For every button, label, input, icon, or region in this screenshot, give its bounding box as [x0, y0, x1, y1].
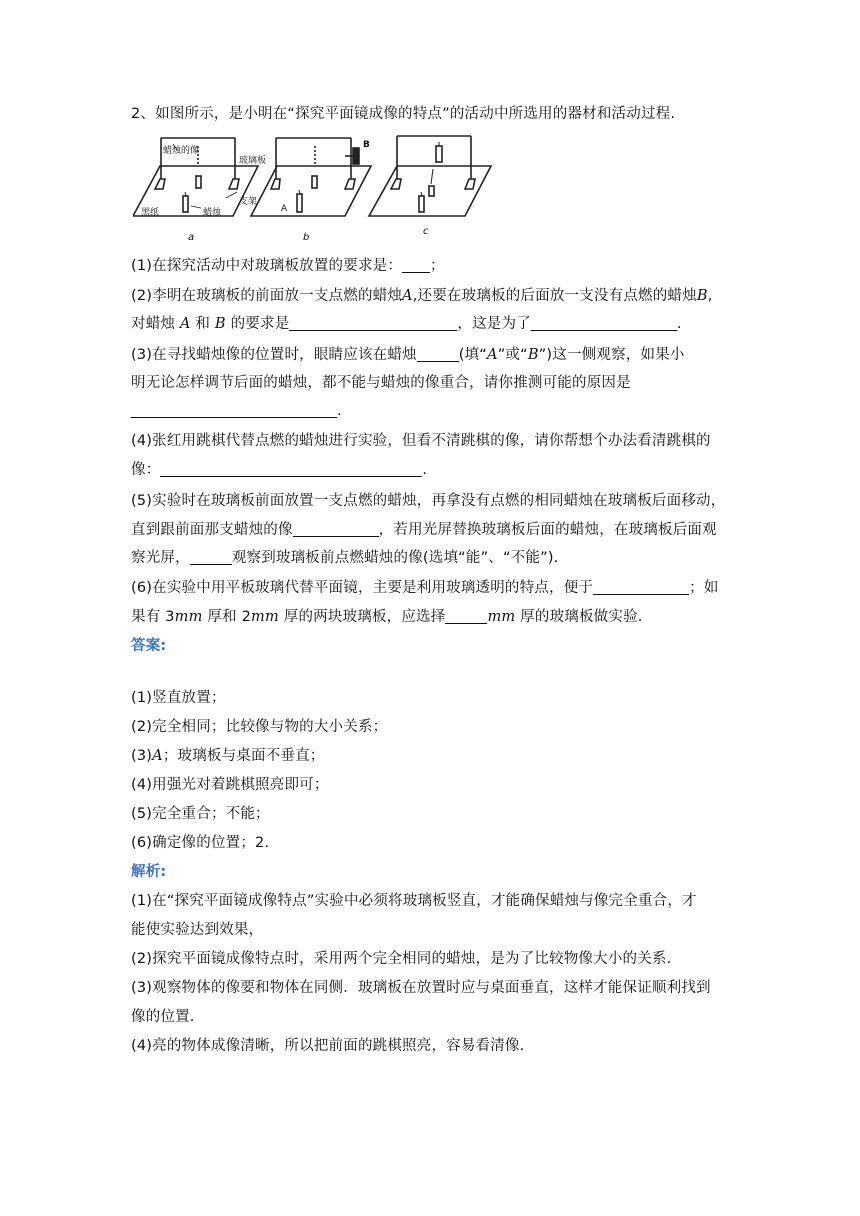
question-5-line-3: 察光屏， 观察到玻璃板前点燃蜡烛的像(选填“能”、“不能”). [131, 550, 559, 566]
blank-q5-can [190, 548, 232, 565]
glass-plate-label: 玻璃板 [239, 156, 267, 166]
answer-4: (4)用强光对着跳棋照亮即可； [131, 777, 329, 793]
question-2-line-1: (2)李明在玻璃板的前面放一支点燃的蜡烛A,还要在玻璃板的后面放一支没有点燃的蜡烛B, [131, 288, 713, 304]
caption-b: b [303, 232, 310, 243]
question-3-line-2: 明无论怎样调节后面的蜡烛，都不能与蜡烛的像重合，请你推测可能的原因是 [131, 375, 631, 391]
question-5-line-2: 直到跟前面那支蜡烛的像 ，若用光屏替换玻璃板后面的蜡烛，在玻璃板后面观 [131, 522, 717, 538]
candle-label: 蜡烛 [203, 208, 222, 218]
answer-heading: 答案: [131, 638, 167, 654]
question-2-line-2: 对蜡烛 A 和 B 的要求是 ，这是为了 . [131, 316, 682, 332]
stand-label: 支架 [239, 197, 258, 207]
analysis-1-line-1: (1)在“探究平面镜成像特点”实验中必须将玻璃板竖直，才能确保蜡烛与像完全重合，才 [131, 893, 697, 909]
blank-q6-purpose [593, 578, 689, 595]
question-3-line-3: . [131, 401, 731, 421]
analysis-3-line-2: 像的位置. [131, 1009, 195, 1025]
question-4-line-2: 像： . [131, 462, 428, 478]
question-5-line-1: (5)实验时在玻璃板前面放置一支点燃的蜡烛，再拿没有点燃的相同蜡烛在玻璃板后面移动， [131, 493, 726, 509]
blank-q2-purpose [531, 314, 677, 331]
question-3-line-1: (3)在寻找蜡烛像的位置时，眼睛应该在蜡烛 (填“A”或“B”)这一侧观察，如果小 [131, 347, 685, 363]
answer-6: (6)确定像的位置；2. [131, 835, 270, 851]
experiment-diagram [133, 134, 493, 246]
answer-2: (2)完全相同；比较像与物的大小关系； [131, 719, 388, 735]
question-1: (1)在探究活动中对玻璃板放置的要求是： ； [131, 258, 445, 274]
analysis-2: (2)探究平面镜成像特点时，采用两个完全相同的蜡烛，是为了比较物像大小的关系. [131, 951, 672, 967]
answer-1: (1)竖直放置； [131, 690, 226, 706]
analysis-3-line-1: (3)观察物体的像要和物体在同侧．玻璃板在放置时应与桌面垂直，这样才能保证顺利找到 [131, 980, 711, 996]
answer-5: (5)完全重合；不能； [131, 806, 270, 822]
question-intro: 2、如图所示，是小明在“探究平面镜成像的特点”的活动中所选用的器材和活动过程. [131, 106, 676, 122]
answer-3: (3)A；玻璃板与桌面不垂直； [131, 748, 325, 764]
candle-a-label: A [281, 204, 288, 214]
analysis-1-line-2: 能使实验达到效果， [131, 922, 264, 938]
question-6-line-1: (6)在实验中用平板玻璃代替平面镜，主要是利用玻璃透明的特点，便于 ；如 [131, 580, 719, 596]
experiment-figure [133, 134, 493, 250]
candle-b-label: B [363, 140, 370, 150]
candle-image-label: 蜡烛的像 [163, 146, 200, 156]
question-4-line-1: (4)张红用跳棋代替点燃的蜡烛进行实验，但看不清跳棋的像，请你帮想个办法看清跳棋的 [131, 433, 711, 449]
blank-q1 [402, 256, 430, 273]
blank-q4-method [160, 460, 422, 477]
panel-c [369, 136, 491, 216]
blank-q3-reason [131, 401, 337, 418]
blank-q5-overlap [293, 520, 379, 537]
caption-c: c [423, 226, 429, 237]
analysis-4: (4)亮的物体成像清晰，所以把前面的跳棋照亮，容易看清像. [131, 1038, 525, 1054]
blank-q2-requirement [289, 314, 457, 331]
black-paper-label: 黑纸 [141, 208, 160, 218]
question-6-line-2: 果有 3mm 厚和 2mm 厚的两块玻璃板，应选择 mm 厚的玻璃板做实验. [131, 609, 643, 625]
panel-b [251, 138, 371, 216]
caption-a: a [188, 232, 195, 243]
blank-q6-thickness [445, 607, 487, 624]
analysis-heading: 解析: [131, 864, 167, 880]
blank-q3-side [417, 345, 459, 362]
